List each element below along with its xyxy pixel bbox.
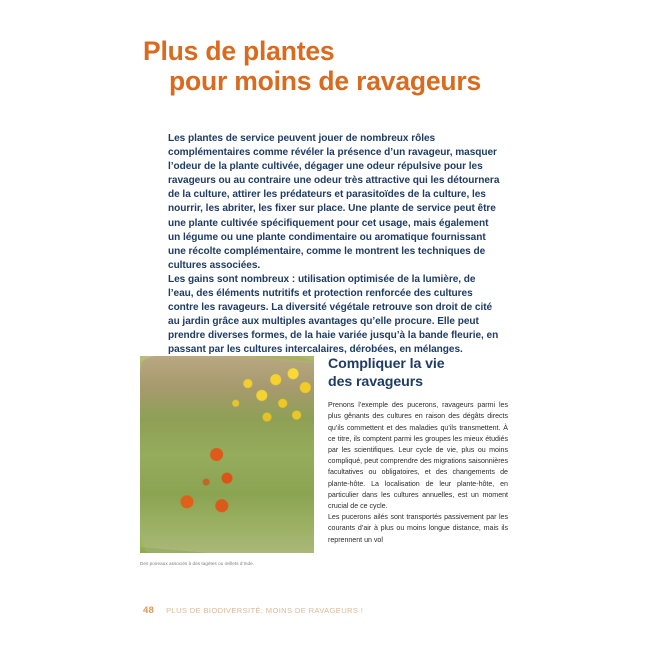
intro-paragraph-1: Les plantes de service peuvent jouer de nombreux rôles complémentaires comme révéler la présence d’un ravageur, masquer l’odeur de la plante cultivée, dégager une odeur répulsive pour les ravageurs ou au contraire une odeur très attractive qui les détournera de la culture, attirer les prédateurs et parasitoïdes de la culture, les nourrir, les abriter, les fixer sur place. Une plante de service peut être une plante cultivée spécifiquement pour cet usage, mais également un légume ou une plante condimentaire ou aromatique fournissant une récolte complémentaire, comme le montrent les techniques de cultures associées. xyxy=(168,133,500,271)
right-column xyxy=(328,356,508,546)
section-heading-line-2: des ravageurs xyxy=(328,373,423,390)
section-heading-line-1: Compliquer la vie xyxy=(328,356,445,372)
folio-page-number: 48 xyxy=(143,605,155,616)
page-footer xyxy=(143,605,363,616)
page-title xyxy=(143,36,563,96)
photo-caption: Des poireaux associés à des tagètes ou œillets d’Inde. xyxy=(140,561,255,566)
running-head: PLUS DE BIODIVERSITÉ, MOINS DE RAVAGEURS ! xyxy=(166,606,364,615)
figure-photo xyxy=(140,356,314,553)
page-title-line-2: pour moins de ravageurs xyxy=(169,66,482,96)
section-heading xyxy=(328,356,508,391)
intro-paragraph-2: Les gains sont nombreux : utilisation optimisée de la lumière, de l’eau, des éléments nutritifs et protection renforcée des cultures contre les ravageurs. La diversité végétale retrouve son droit de cité au jardin grâce aux multiples avantages qu’elle procure. Elle peut prendre diverses formes, de la haie variée jusqu’à la bande fleurie, en passant par les cultures intercalaires, dérobées, en mélanges. xyxy=(168,273,499,356)
section-paragraph-1: Prenons l’exemple des pucerons, ravageurs parmi les plus gênants des cultures en raison des dégâts directs qu’ils commettent et des maladies qu’ils transmettent. À ce titre, ils comptent parmi les groupes les mieux étudiés par les scientifiques. Leur cycle de vie, plus ou moins compliqué, peut comprendre des migrations saisonnières facultatives ou obligatoires, et des changements de plante-hôte. La localisation de leur plante-hôte, en particulier dans les cultures annuelles, est un moment crucial de ce cycle. xyxy=(328,401,508,511)
section-paragraph-2: Les pucerons ailés sont transportés passivement par les courants d’air à plus ou moins longue distance, mais ils reprennent un vol xyxy=(328,513,508,544)
intro-column xyxy=(168,132,500,358)
page-title-line-1: Plus de plantes xyxy=(143,36,335,66)
photo-leeks-and-marigolds xyxy=(140,356,314,553)
